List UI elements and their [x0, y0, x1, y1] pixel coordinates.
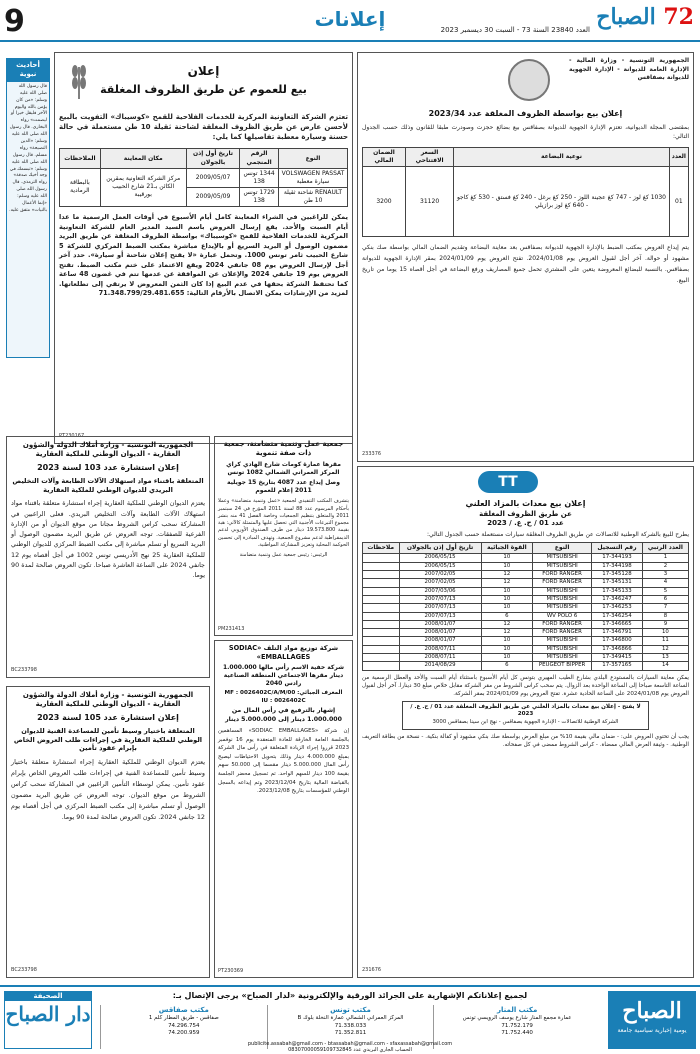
- table-row: [363, 587, 689, 595]
- ad7-envelope-box: [402, 701, 649, 730]
- sidebar-text: قال رسول الله صلى الله عليه وسلم: «من كان يؤمن بالله واليوم الآخر فليقل خيرا أو ليصمت» رواه البخاري. قال رسول الله صلى الله عليه وسلم: «الدين النصيحة» رواه مسلم. قال رسول الله صلى الله عليه وسلم: «تبسمك في وجه أخيك صدقة» رواه الترمذي. قال رسول الله صلى الله عليه وسلم: «إنما الأعمال بالنيات» متفق عليه.: [9, 83, 47, 213]
- ad-sodiac: [214, 640, 353, 978]
- table-row: [363, 571, 689, 579]
- table-cell: 2006/05/15: [399, 562, 481, 570]
- table-cell: 13: [642, 654, 688, 662]
- ad1-col: النوع: [278, 149, 347, 168]
- ad1-col: مكان المعاينة: [100, 149, 186, 168]
- table-row: [363, 654, 689, 662]
- ad7-col: رقم التسجيل: [592, 543, 643, 554]
- table-cell: 01: [669, 167, 688, 237]
- table-cell: MITSUBISHI: [533, 637, 592, 645]
- table-cell: 12: [481, 571, 532, 579]
- table-row: [60, 168, 348, 187]
- table-cell: 31120: [405, 167, 453, 237]
- ad2-ref: 233376: [362, 451, 382, 458]
- table-cell: MITSUBISHI: [533, 562, 592, 570]
- table-cell: 17-344193: [592, 554, 643, 562]
- ad5-body: يتشرف المكتب التنفيذي لجمعية «عمل وتنمية متضامنة» وعملا بأحكام المرسوم عدد 88 لسنة 2011 المؤرخ في 24 سبتمبر 2011 والمتعلق بتنظيم الجمعيات وخاصة الفصل 41 منه بنشر مجموع التبرعات الأجنبية التي تحصل عليها والمتمثلة كالآتي: هبة بقيمة 19.573.800 دينار من طرف الصندوق الأوروبي لدعم الديمقراطية لدعم مشروع الجمعية. وتهدف المبادرة إلى تحسين الحوكمة المحلية وتعزيز المشاركة المواطنية.: [218, 498, 350, 548]
- table-cell: MITSUBISHI: [533, 645, 592, 653]
- ad2-title: إعلان بيع بواسطة الظروف المغلقة عدد 2023/34: [428, 109, 623, 119]
- table-cell: 7: [642, 604, 688, 612]
- ad4-subtitle: المتعلقة باختيار وسيط تأمين للمساعدة الفنية للديوان الوطني للملكية العقارية في إجراءات طلب العروض الخاص بإبرام عقود تأمين: [13, 726, 203, 753]
- ad5-title: جمعية عمل وتنمية متضامنة، جمعية ذات صفة تنموية: [223, 440, 344, 458]
- table-cell: 2008/07/11: [399, 654, 481, 662]
- table-cell: 10: [481, 562, 532, 570]
- ad3-body: يعتزم الديوان الوطني للملكية العقارية إجراء استشارة متعلقة باقتناء مواد استهلاك الآلات الطابعة وآلات التخليص البريدي. فعلى الراغبين في المشاركة سحب كراس الشروط مجانا من موقع الديوان أو من الإدارة الفرعية للصفقات. توجه العروض عن طريق البريد مضمون الوصول أو البريد السريع أو تسلم مباشرة إلى مكتب الضبط المركزي للديوان الوطني للملكية العقارية 25 نهج الأدريسي تونس 1002 في أجل أقصاه يوم 12 جانفي 2024 على الساعة العاشرة صباحا. تكون العروض صالحة لمدة 90 يوما.: [11, 499, 205, 580]
- table-cell: 17-357165: [592, 662, 643, 670]
- office-address: عمارة مجمع المنار شارع يوسف الرويسي تونس: [462, 1015, 572, 1022]
- ad2-table: [362, 147, 689, 237]
- table-cell: 10: [481, 595, 532, 603]
- ad5-ref: PM231413: [218, 626, 245, 633]
- table-cell: 10: [481, 587, 532, 595]
- table-cell: 17-344198: [592, 562, 643, 570]
- footer-left-name: دار الصباح: [5, 1002, 91, 1027]
- ad7-col: القوة الجبائية: [481, 543, 532, 554]
- sidebar-title: أحاديث نبوية: [7, 59, 49, 82]
- table-cell: RENAULT شاحنة ثقيلة 10 طن: [278, 187, 347, 206]
- table-cell: MITSUBISHI: [533, 654, 592, 662]
- footer-left-brand[interactable]: [4, 991, 92, 1049]
- table-cell: [363, 579, 400, 587]
- footer-brand-name: الصباح: [622, 998, 682, 1024]
- table-cell: 10: [481, 645, 532, 653]
- section-title: إعلانات: [314, 7, 386, 31]
- footer-emails[interactable]: publicite.assabah@gmail.com - btassabah@gmail.com - sfaxassabah@gmail.com: [247, 1041, 453, 1047]
- ad7-subtitle: عن طريق الظروف المغلقة: [479, 509, 572, 518]
- ad7-list: يجب أن تحتوي العروض على: - ضمان مالي بقيمة 10% من مبلغ العرض بواسطة صك بنكي مشهود أو كفالة بنكية. - نسخة من بطاقة التعريف الوطنية. - وثيقة العرض المالي ممضاة. - كراس الشروط ممضى في كل صفحاته.: [362, 733, 689, 748]
- ad7-box-title: لا يفتح - إعلان بيع معدات بالمزاد العلني عن طريق الظروف المغلقة عدد 01 / ح. ع. / 2023: [410, 703, 641, 718]
- table-row: [363, 562, 689, 570]
- ad-telecom-sale: [357, 466, 694, 978]
- office-address: المركز العمراني الشمالي عمارة النخلة بلوك B: [297, 1015, 404, 1022]
- table-cell: PEUGEOT BIPPER: [533, 662, 592, 670]
- table-cell: [363, 662, 400, 670]
- table-row: [363, 167, 689, 237]
- table-cell: 12: [642, 645, 688, 653]
- table-cell: [363, 604, 400, 612]
- ad1-ref: PT230167: [59, 433, 85, 440]
- table-cell: 4: [642, 579, 688, 587]
- ad4-ref: BC233798: [11, 967, 37, 974]
- logo-text: الصباح: [596, 4, 656, 30]
- table-cell: 17-349415: [592, 654, 643, 662]
- ad6-ref: PT230369: [218, 968, 244, 975]
- table-cell: 12: [481, 579, 532, 587]
- table-cell: 2006/05/15: [399, 554, 481, 562]
- table-cell: 1: [642, 554, 688, 562]
- table-cell: 2007/07/13: [399, 612, 481, 620]
- table-cell: 17-346791: [592, 629, 643, 637]
- table-cell: WV POLO 6: [533, 612, 592, 620]
- table-cell: [363, 620, 400, 628]
- hadith-sidebar: [6, 58, 50, 358]
- footer-brand-sub: يومية إخبارية سياسية جامعة: [617, 1026, 687, 1034]
- table-cell: [363, 554, 400, 562]
- ad2-col: الضمان المالي: [363, 148, 406, 167]
- table-cell: 10: [642, 629, 688, 637]
- table-cell: 3200: [363, 167, 406, 237]
- table-cell: [363, 654, 400, 662]
- office-name: مكتب صفاقس: [158, 1006, 209, 1014]
- table-cell: 6: [642, 595, 688, 603]
- table-row: [363, 554, 689, 562]
- ad1-col: تاريخ أول إذن بالجولان: [186, 149, 240, 168]
- ad3-title: إعلان استشارة عدد 103 لسنة 2023: [37, 462, 179, 472]
- ad7-col: ملاحظات: [363, 543, 400, 554]
- table-cell: 17-345133: [592, 587, 643, 595]
- table-cell: 8: [642, 612, 688, 620]
- ad1-col: الملاحظات: [60, 149, 101, 168]
- table-row: [363, 595, 689, 603]
- table-cell: 2007/07/13: [399, 604, 481, 612]
- office-address: صفاقس - طريق المطار كلم 1: [148, 1015, 219, 1022]
- ad2-intro: بمقتضى المجلة الديوانية، تعتزم الإدارة الجهوية للديوانة بصفاقس بيع بضائع حجزت وصودرت طبقا للقانون وذلك حسب الجدول التالي:: [362, 123, 689, 140]
- table-cell: 17-346247: [592, 595, 643, 603]
- ad2-org: الجمهورية التونسية - وزارة المالية - الإدارة العامة للديوانة - الإدارة الجهوية للديوانة بصفاقس: [569, 57, 689, 82]
- table-cell: MITSUBISHI: [533, 587, 592, 595]
- table-cell: VOLSWAGEN PASSAT سيارة معطبة: [278, 168, 347, 187]
- table-row: [363, 645, 689, 653]
- page-footer: [0, 985, 700, 1053]
- table-cell: 5: [642, 587, 688, 595]
- table-cell: 17-346866: [592, 645, 643, 653]
- footer-brand[interactable]: [608, 991, 696, 1049]
- table-cell: 17-345128: [592, 571, 643, 579]
- ad7-col: النوع: [533, 543, 592, 554]
- table-cell: 1729 تونس 138: [240, 187, 279, 206]
- table-cell: 17-346665: [592, 620, 643, 628]
- table-cell: MITSUBISHI: [533, 604, 592, 612]
- ad-customs-sale: [357, 52, 694, 462]
- page-number: 9: [4, 4, 25, 39]
- ad7-refno: عدد 01 / ح. ع. / 2023: [487, 519, 564, 528]
- ad2-col: السعر الافتتاحي: [405, 148, 453, 167]
- table-cell: 2014/08/29: [399, 662, 481, 670]
- table-cell: 2007/02/05: [399, 579, 481, 587]
- table-cell: 17-346800: [592, 637, 643, 645]
- ad7-col: العدد الرتبي: [642, 543, 688, 554]
- table-cell: [363, 645, 400, 653]
- table-cell: 9: [642, 620, 688, 628]
- table-row: [363, 579, 689, 587]
- issue-info: العدد 23840 السنة 73 - السبت 30 ديسمبر 2023: [440, 26, 590, 34]
- telecom-logo-text: TT: [498, 474, 518, 490]
- table-cell: 6: [481, 662, 532, 670]
- table-row: [363, 620, 689, 628]
- table-row: [363, 662, 689, 670]
- ad7-col: تاريخ أول إذن بالجولان: [399, 543, 481, 554]
- ad1-body: يمكن للراغبين في الشراء المعاينة كامل أيام الأسبوع في أوقات العمل الرسمية ما عدا أيام السبت والأحد. يقع إرسال العروض باسم السيد المدير العام للشركة التعاونية المركزية للخدمات الفلاحية للقمح «كوسيباك» بواسطة الظروف المغلقة عن طريق البريد مضمون الوصول أو البريد السريع أو بالإيداع مباشرة بمكتب الضبط المركزي للشركة 5 شارع الحبيب ثامر تونس 1000. وتحمل عبارة «لا يفتح إعلان شاحنة أو سيارة». حدد آخر أجل لإرسال العروض يوم 08 جانفي 2024 ويقع الاعتماد على ختم مكتب الضبط. تفتح العروض يوم 19 جانفي 2024 والإعلان عن الموافقة عن عدمها تتم في غضون 48 ساعة كما تحتفظ الشركة بحقها في عدم البيع إذا كان الثمن المعروض لا يرتقي إلى تطلعاتها. لمزيد من الإرشادات يمكن الاتصال بالأرقام التالية: 71.348.799/29.481.655: [59, 213, 349, 298]
- table-cell: 2008/01/07: [399, 637, 481, 645]
- table-cell: 10: [481, 637, 532, 645]
- footer-account: الحساب الجاري البريدي عدد 08307000059109732845: [288, 1047, 412, 1053]
- table-cell: 2007/03/06: [399, 587, 481, 595]
- table-cell: 10: [481, 654, 532, 662]
- ad7-table: [362, 542, 689, 670]
- ad1-col: الرقم المنجمي: [240, 149, 279, 168]
- ad1-subtitle: بيع للعموم عن طريق الظروف المغلقة: [100, 83, 307, 97]
- ad7-box-addr: الشركة الوطنية للاتصالات - الإدارة الجهوية بصفاقس - نهج ابن سينا بصفاقس 3000: [432, 719, 619, 726]
- table-cell: 2: [642, 562, 688, 570]
- table-cell: MITSUBISHI: [533, 554, 592, 562]
- ad2-body: يتم إيداع العروض بمكتب الضبط بالإدارة الجهوية للديوانة بصفاقس بعد معاينة البضاعة وتقديم الضمان المالي بواسطة صك بنكي مشهود أو حوالة. آخر أجل لقبول العروض يوم 2024/01/08. تفتح العروض يوم 2024/01/09 بمقر الإدارة الجهوية للديوانة بصفاقس. بالنسبة للبضائع المعروضة يتعين على المشتري تحمل جميع المصاريف ورفع البضاعة في أجل أقصاه 15 يوما من تاريخ البيع.: [362, 244, 689, 284]
- ad-onpi-105: [6, 686, 210, 978]
- table-cell: [363, 637, 400, 645]
- table-cell: مركز الشركة التعاونية بمقرين الكائن بـ21 شارع الحبيب بورقيبة: [100, 168, 186, 206]
- table-row: [363, 612, 689, 620]
- ad-cossibak-sale: [54, 52, 353, 444]
- table-cell: بالبطاقة الرمادية: [60, 168, 101, 206]
- table-cell: FORD RANGER: [533, 629, 592, 637]
- table-cell: 2008/07/11: [399, 645, 481, 653]
- table-cell: 6: [481, 612, 532, 620]
- page-header: [0, 0, 700, 42]
- table-cell: 3: [642, 571, 688, 579]
- table-cell: 17-346253: [592, 604, 643, 612]
- table-cell: 1030 كغ لوز - 747 كغ عجينة اللوز - 250 كغ برغل - 240 كغ فستق - 530 كغ كاجو - 640 كغ لوز برازيلي: [454, 167, 670, 237]
- ad3-org: الجمهورية التونسية - وزارة أملاك الدولة والشؤون العقارية - الديوان الوطني للملكية العقارية: [22, 441, 194, 459]
- office-phone[interactable]: 74.296.754: [168, 1022, 200, 1029]
- table-cell: 2007/02/05: [399, 571, 481, 579]
- table-cell: 2008/01/07: [399, 620, 481, 628]
- ad7-body: يمكن معاينة السيارات بالمستودع البلدي بشارع الطيب المهيري بتونس كل أيام الأسبوع باستثناء أيام السبت والأحد والعطل الرسمية من الساعة التاسعة صباحا إلى الساعة الواحدة بعد الزوال. يتم سحب كراس الشروط من مقر الشركة مقابل خلاص مبلغ 30 دينارا. آخر أجل لقبول العروض يوم 2024/01/08 على الساعة الحادية عشرة. تفتح العروض يوم 2024/01/09 بمقر الشركة.: [362, 674, 689, 697]
- ad3-ref: BC233798: [11, 667, 37, 674]
- table-cell: 12: [481, 620, 532, 628]
- footer-left-tag: الصحيفة: [5, 992, 91, 1001]
- office-phone[interactable]: 71.752.179: [501, 1022, 533, 1029]
- newspaper-logo[interactable]: [596, 3, 694, 33]
- table-row: [363, 604, 689, 612]
- ad6-body: إن شركة «SODIAC EMBALLAGES» المساهمين بالجلسة العامة الخارقة للعادة المنعقدة يوم 16 نوفمبر 2023 قرروا إجراء الزيادة المتعلقة في رأس مال الشركة بمبلغ 4.000.000 دينار وذلك بتحويل الاحتياطات ليصبح رأس المال 5.000.000 دينار مقسما إلى 50.000 سهم بقيمة 100 دينار للسهم الواحد. تم تسجيل محضر الجلسة بالقباضة المالية بتاريخ 2023/12/04 وتم إيداعه بالسجل الوطني للمؤسسات بتاريخ 2023/12/08.: [218, 727, 349, 795]
- ad4-body: يعتزم الديوان الوطني للملكية العقارية إجراء استشارة متعلقة باختيار وسيط تأمين للمساعدة الفنية في إجراءات طلب العروض الخاص بإبرام عقود تأمين. يمكن لوسطاء التأمين الراغبين في المشاركة سحب كراس الشروط من موقع الديوان. توجه العروض عن طريق البريد مضمون الوصول أو تسلم مباشرة إلى مكتب الضبط المركزي في أجل أقصاه يوم 12 جانفي 2024. تكون العروض صالحة لمدة 90 يوما.: [11, 758, 205, 821]
- table-cell: 17-345131: [592, 579, 643, 587]
- ad2-col: نوعية البضاعة: [454, 148, 670, 167]
- ad5-subtitle: مقرها عمارة كومات شارع الهادي كراي المركز العمراني الشمالي 1082 تونس: [226, 460, 341, 476]
- table-cell: 2009/05/07: [186, 168, 240, 187]
- office-fax: 71.752.440: [501, 1030, 533, 1037]
- logo-number: 72: [663, 4, 694, 30]
- table-cell: 12: [481, 629, 532, 637]
- table-cell: FORD RANGER: [533, 579, 592, 587]
- table-cell: 2008/01/07: [399, 629, 481, 637]
- table-cell: 10: [481, 554, 532, 562]
- office-name: مكتب المنار: [496, 1006, 538, 1014]
- table-cell: 1344 تونس 138: [240, 168, 279, 187]
- ad5-subtitle2: وصل إيداع عدد 4087 بتاريخ 15 جويلية 2011 إعلام للعموم: [227, 479, 340, 495]
- ad7-ref: 231676: [362, 967, 382, 974]
- table-cell: [363, 612, 400, 620]
- table-cell: 17-346254: [592, 612, 643, 620]
- table-cell: [363, 629, 400, 637]
- table-cell: [363, 571, 400, 579]
- ad7-intro: يطرح للبيع بالشركة الوطنية للاتصالات عن طريق الظروف المغلقة سيارات مستعملة حسب الجدول التالي:: [426, 530, 689, 538]
- ad6-heading: إشهار بالترفيع في رأس المال من 1.000.000 دينار إلى 5.000.000 دينار: [225, 707, 342, 723]
- ad5-sign: الرئيس: رئيس جمعية عمل وتنمية متضامنة: [239, 552, 328, 558]
- ad-onpi-103: [6, 436, 210, 678]
- office-fax: 74.200.959: [168, 1030, 200, 1037]
- office-name: مكتب تونس: [330, 1006, 371, 1014]
- ad1-intro: تعتزم الشركة التعاونية المركزية للخدمات الفلاحية للقمح «كوسيباك» التفويت بالبيع لأحسن عارض عن طريق الظروف المغلقة لشاحنة ثقيلة 10 طن مستعملة في حالة حسنة وسيارة معطبة تفاصيلها كما يلي:: [59, 113, 348, 142]
- table-cell: [363, 587, 400, 595]
- ad4-title: إعلان استشارة عدد 105 لسنة 2023: [37, 712, 179, 722]
- office-phone[interactable]: 71.338.033: [334, 1022, 367, 1029]
- telecom-logo: [478, 471, 538, 493]
- ad7-title: إعلان بيع معدات بالمزاد العلني: [465, 499, 586, 508]
- table-cell: [363, 562, 400, 570]
- ad2-col: العدد: [669, 148, 688, 167]
- ad6-mf: المعرف الجبائي: MF : 0026402C/A/M/00: [224, 690, 343, 697]
- table-row: [363, 637, 689, 645]
- ad-association: [214, 436, 353, 636]
- ad3-subtitle: المتعلقة باقتناء مواد استهلاك الآلات الطابعة وآلات التخليص البريدي للديوان الوطني للملكية العقارية: [12, 476, 204, 494]
- table-cell: FORD RANGER: [533, 571, 592, 579]
- table-cell: 14: [642, 662, 688, 670]
- table-cell: 2009/05/09: [186, 187, 240, 206]
- ad6-rc: IU : 0026402C: [261, 697, 306, 704]
- ad6-subtitle: شركة خفية الاسم رأس مالها 1.000.000 دينار مقرها الاجتماعي المنطقة الصناعية رادس 2040: [222, 663, 345, 687]
- table-cell: MITSUBISHI: [533, 595, 592, 603]
- office-fax: 71.352.811: [334, 1030, 367, 1037]
- table-cell: 11: [642, 637, 688, 645]
- ad1-title: إعلان: [187, 64, 220, 78]
- table-cell: 2007/07/13: [399, 595, 481, 603]
- customs-seal: [508, 59, 550, 101]
- table-cell: FORD RANGER: [533, 620, 592, 628]
- table-row: [363, 629, 689, 637]
- ad1-table: [59, 148, 348, 207]
- ad6-title: شركة توزيع مواد التلف «SODIAC EMBALLAGES»: [228, 644, 339, 661]
- wheat-logo: [61, 59, 97, 99]
- footer-heading: لجميع إعلاناتكم الإشهارية على الجرائد الورقية والإلكترونية «لدار الصباح» يرجى الإتصال بـ:: [172, 991, 528, 1000]
- table-cell: [363, 595, 400, 603]
- ad4-org: الجمهورية التونسية - وزارة أملاك الدولة والشؤون العقارية - الديوان الوطني للملكية العقارية: [22, 691, 194, 709]
- table-cell: 10: [481, 604, 532, 612]
